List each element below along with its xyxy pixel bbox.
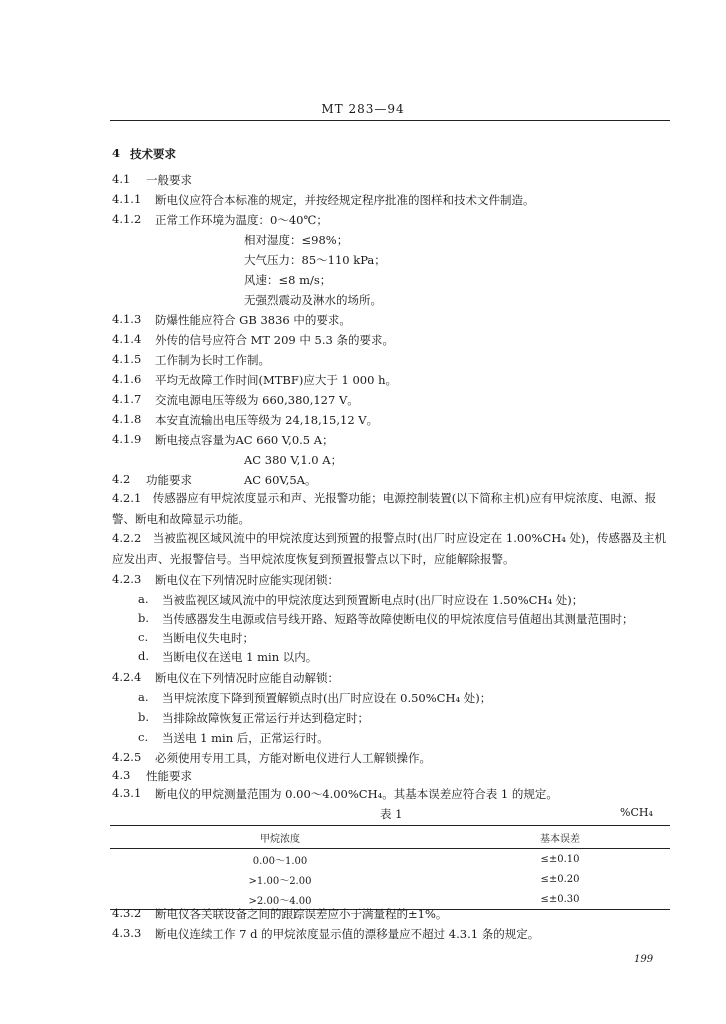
- table-cell: ≤±0.30: [450, 889, 670, 910]
- clause-title: 一般要求: [146, 173, 192, 187]
- clause-text: 断电仪在下列情况时应能自动解锁：: [155, 671, 339, 685]
- clause-text: 防爆性能应符合 GB 3836 中的要求。: [155, 313, 351, 327]
- table-cell: >1.00～2.00: [248, 875, 312, 887]
- list-item: 当断电仪在送电 1 min 以内。: [162, 650, 318, 664]
- table-caption: 表 1: [380, 807, 403, 821]
- env-line: 风速：≤8 m/s；: [244, 273, 332, 287]
- list-item: 当断电仪失电时；: [162, 631, 254, 645]
- list-item: 当排除故障恢复正常运行并达到稳定时；: [162, 711, 369, 725]
- list-label: b.: [138, 710, 150, 724]
- section-number: 4: [112, 146, 121, 160]
- section-title: 技术要求: [130, 147, 176, 161]
- clause-number: 4.1.5: [112, 352, 142, 366]
- env-line: 大气压力：85～110 kPa；: [244, 253, 386, 267]
- list-label: a.: [138, 592, 149, 606]
- table-header-cell: 甲烷浓度: [110, 826, 450, 849]
- clause-number: 4.1.4: [112, 332, 142, 346]
- clause-text: 断电仪连续工作 7 d 的甲烷浓度显示值的漂移量应不超过 4.3.1 条的规定。: [155, 927, 540, 941]
- list-item: 当传感器发生电源或信号线开路、短路等故障使断电仪的甲烷浓度信号值超出其测量范围时；: [162, 612, 634, 626]
- list-label: b.: [138, 611, 150, 625]
- clause-text: 本安直流输出电压等级为 24,18,15,12 V。: [155, 413, 379, 427]
- list-item: 当被监视区域风流中的甲烷浓度达到预置断电点时(出厂时应设在 1.50%CH₄ 处)；: [162, 593, 584, 607]
- clause-title: 功能要求: [146, 473, 192, 487]
- paragraph-4-2-2: 4.2.2 当被监视区域风流中的甲烷浓度达到预置的报警点时(出厂时应设定在 1.00%CH₄ 处)，传感器及主机应发出声、光报警信号。当甲烷浓度恢复到预置报警点以下时，应能解除报警。: [112, 531, 667, 566]
- env-line: 无强烈震动及淋水的场所。: [244, 293, 382, 307]
- table-cell: ≤±0.10: [540, 853, 580, 865]
- clause-number: 4.2: [112, 472, 131, 486]
- env-line: 相对湿度：≤98%；: [244, 233, 349, 247]
- table-row: [110, 869, 670, 889]
- list-item: 当甲烷浓度下降到预置解锁点时(出厂时应设在 0.50%CH₄ 处)；: [162, 691, 492, 705]
- clause-number: 4.1.9: [112, 432, 142, 446]
- list-label: d.: [138, 649, 150, 663]
- table-cell: >2.00～4.00: [110, 889, 450, 910]
- clause-text: 外传的信号应符合 MT 209 中 5.3 条的要求。: [155, 333, 394, 347]
- clause-number: 4.2.3: [112, 572, 142, 586]
- clause-number: 4.3.1: [112, 786, 142, 800]
- header-rule: [110, 120, 670, 121]
- clause-number: 4.3.2: [112, 906, 142, 920]
- paragraph-4-2-1: 4.2.1 传感器应有甲烷浓度显示和声、光报警功能；电源控制装置(以下简称主机)应有甲烷浓度、电源、报警、断电和故障显示功能。: [112, 491, 657, 526]
- standard-header: MT 283—94: [321, 102, 405, 116]
- clause-text: 断电仪各关联设备之间的跟踪误差应小于满量程的±1%。: [155, 907, 448, 921]
- clause-text: 正常工作环境为温度：0～40℃；: [155, 213, 328, 227]
- clause-text: 断电仪在下列情况时应能实现闭锁：: [155, 573, 339, 587]
- clause-text: 工作制为长时工作制。: [155, 353, 270, 367]
- clause-number: 4.2.4: [112, 670, 142, 684]
- clause-text: 交流电源电压等级为 660,380,127 V。: [155, 393, 359, 407]
- clause-number: 4.2.5: [112, 750, 142, 764]
- table-1: [110, 825, 670, 910]
- clause-title: 性能要求: [146, 769, 192, 783]
- table-header-row: [110, 826, 670, 849]
- clause-number: 4.1: [112, 172, 131, 186]
- list-item: 当送电 1 min 后，正常运行时。: [162, 731, 329, 745]
- table-cell: 0.00～1.00: [252, 855, 308, 867]
- list-label: a.: [138, 690, 149, 704]
- clause-number: 4.3: [112, 768, 131, 782]
- clause-text: 断电仪应符合本标准的规定，并按经规定程序批准的图样和技术文件制造。: [155, 193, 535, 207]
- clause-text: 平均无故障工作时间(MTBF)应大于 1 000 h。: [155, 373, 397, 387]
- clause-number: 4.3.3: [112, 926, 142, 940]
- clause-number: 4.1.8: [112, 412, 142, 426]
- table-cell: ≤±0.20: [540, 873, 580, 885]
- table-unit: %CH₄: [620, 806, 653, 819]
- list-label: c.: [138, 730, 149, 744]
- contact-line: AC 60V,5A。: [244, 473, 317, 487]
- table-row: [110, 849, 670, 870]
- clause-number: 4.1.7: [112, 392, 142, 406]
- table-header-cell: 基本误差: [450, 826, 670, 849]
- page-number: 199: [634, 954, 654, 965]
- clause-number: 4.1.1: [112, 192, 142, 206]
- clause-text: 断电仪的甲烷测量范围为 0.00～4.00%CH₄。其基本误差应符合表 1 的规定。: [155, 787, 558, 801]
- clause-number: 4.1.6: [112, 372, 142, 386]
- clause-number: 4.1.3: [112, 312, 142, 326]
- contact-line: AC 380 V,1.0 A；: [244, 453, 343, 467]
- clause-text: 必须使用专用工具，方能对断电仪进行人工解锁操作。: [155, 751, 431, 765]
- list-label: c.: [138, 630, 149, 644]
- clause-text: 断电接点容量为AC 660 V,0.5 A；: [155, 433, 334, 447]
- clause-number: 4.1.2: [112, 212, 142, 226]
